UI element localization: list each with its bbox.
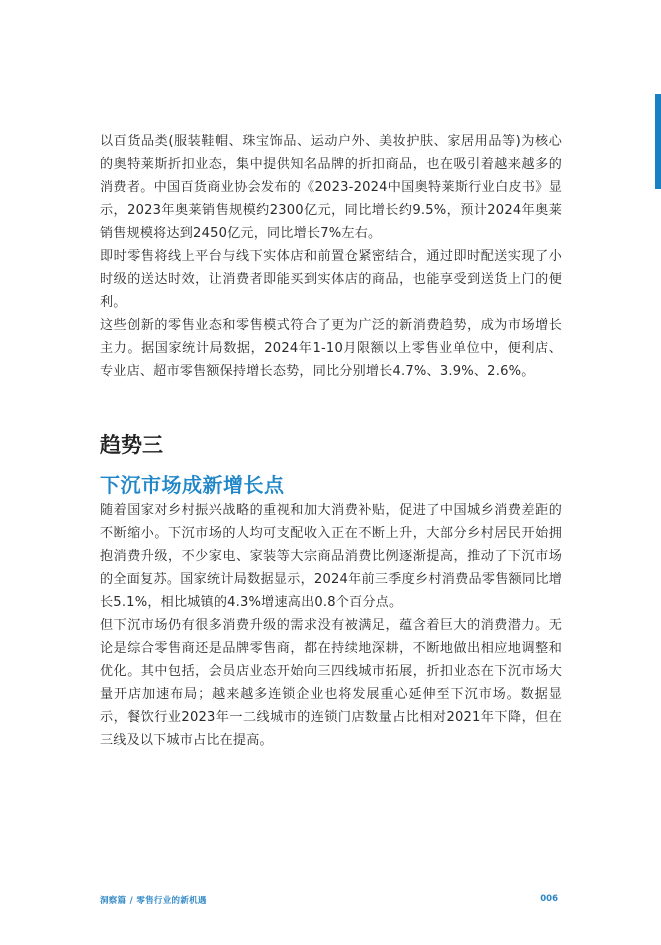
footer-section-name: 洞察篇 / 零售行业的新机遇 [100,896,207,906]
side-tab-marker [655,94,661,189]
paragraph-outlets: 以百货品类(服装鞋帽、珠宝饰品、运动户外、美妆护肤、家居用品等)为核心的奥特莱斯折扣业态，集中提供知名品牌的折扣商品，也在吸引着越来越多的消费者。中国百货商业协会发布的《2023-2024中国奥特莱斯行业白皮书》显示，2023年奥莱销售规模约2300亿元，同比增长约9.5%，预计2024年奥莱销售规模将达到2450亿元，同比增长7%左右。 [100,134,562,241]
footer-page-number: 006 [540,894,558,904]
paragraph-instant-retail: 即时零售将线上平台与线下实体店和前置仓紧密结合，通过即时配送实现了小时级的送达时效，让消费者即能买到实体店的商品，也能享受到送货上门的便利。 [100,249,562,310]
paragraph-rural-consumption: 随着国家对乡村振兴战略的重视和加大消费补贴，促进了中国城乡消费差距的不断缩小。下沉市场的人均可支配收入正在不断上升，大部分乡村居民开始拥抱消费升级，不少家电、家装等大宗商品消费比例逐渐提高，推动了下沉市场的全面复苏。国家统计局数据显示，2024年前三季度乡村消费品零售额同比增长5.1%，相比城镇的4.3%增速高出0.8个百分点。 [100,503,562,610]
section-label: 趋势三 [100,433,163,457]
section-title: 下沉市场成新增长点 [100,473,285,497]
page-content [100,130,562,752]
paragraph-lower-tier-potential: 但下沉市场仍有很多消费升级的需求没有被满足，蕴含着巨大的消费潜力。无论是综合零售商还是品牌零售商，都在持续地深耕，不断地做出相应地调整和优化。其中包括，会员店业态开始向三四线城市拓展，折扣业态在下沉市场大量开店加速布局；越来越多连锁企业也将发展重心延伸至下沉市场。数据显示，餐饮行业2023年一二线城市的连锁门店数量占比相对2021年下降，但在三线及以下城市占比在提高。 [100,618,562,748]
paragraph-new-consumption: 这些创新的零售业态和零售模式符合了更为广泛的新消费趋势，成为市场增长主力。据国家统计局数据，2024年1-10月限额以上零售业单位中，便利店、专业店、超市零售额保持增长态势，同比分别增长4.7%、3.9%、2.6%。 [100,318,562,379]
